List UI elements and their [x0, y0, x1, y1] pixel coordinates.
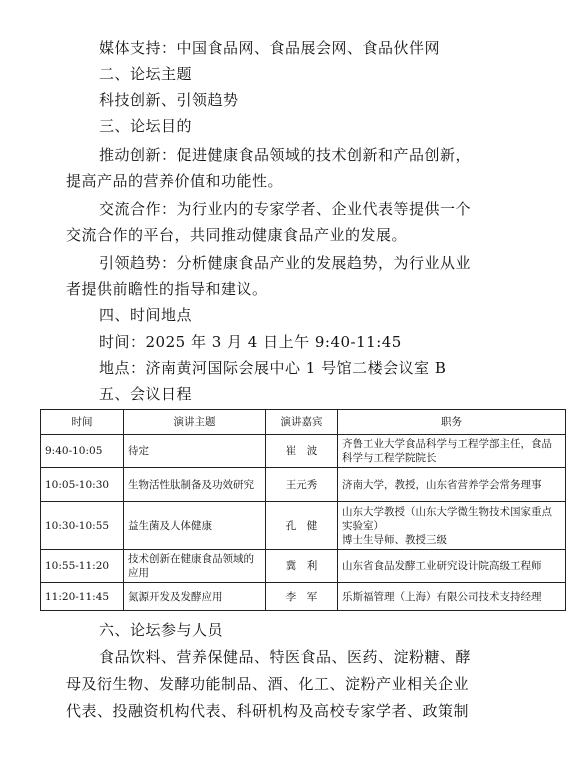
table-row [41, 468, 566, 502]
table-row [41, 502, 566, 550]
header-speaker: 演讲嘉宾 [266, 410, 338, 435]
schedule-header-row [41, 410, 566, 435]
header-topic: 演讲主题 [124, 410, 266, 435]
cell-time: 10:30-10:55 [41, 502, 124, 550]
forum-theme-text: 科技创新、引领趋势 [99, 91, 239, 109]
cell-position: 齐鲁工业大学食品科学与工程学部主任，食品科学与工程学院院长 [338, 435, 566, 468]
participants-paragraph-c: 代表、投融资机构代表、科研机构及高校专家学者、政策制 [66, 702, 470, 720]
cell-time: 10:55-11:20 [41, 550, 124, 583]
cell-speaker: 崔 波 [266, 435, 338, 468]
media-support-line: 媒体支持：中国食品网、食品展会网、食品伙伴网 [99, 39, 441, 57]
cell-position: 山东大学教授（山东大学微生物技术国家重点实验室） 博士生导师、教授三级 [338, 502, 566, 550]
cell-topic: 益生菌及人体健康 [124, 502, 266, 550]
section-heading-purpose: 三、论坛目的 [99, 117, 193, 135]
header-position: 职务 [338, 410, 566, 435]
cell-speaker: 冀 利 [266, 550, 338, 583]
cell-position: 乐斯福管理（上海）有限公司技术支持经理 [338, 583, 566, 611]
cell-topic: 氮源开发及发酵应用 [124, 583, 266, 611]
participants-paragraph-b: 母及衍生物、发酵功能制品、酒、化工、淀粉产业相关企业 [66, 675, 470, 693]
cell-position: 山东省食品发酵工业研究设计院高级工程师 [338, 550, 566, 583]
place-line: 地点：济南黄河国际会展中心 1 号馆二楼会议室 B [99, 359, 447, 377]
purpose-paragraph-3b: 者提供前瞻性的指导和建议。 [66, 280, 268, 298]
purpose-paragraph-3a: 引领趋势：分析健康食品产业的发展趋势，为行业从业 [99, 254, 472, 272]
purpose-paragraph-1b: 提高产品的营养价值和功能性。 [66, 172, 284, 190]
purpose-paragraph-2b: 交流合作的平台，共同推动健康食品产业的发展。 [66, 226, 408, 244]
table-row [41, 550, 566, 583]
table-row [41, 435, 566, 468]
cell-speaker: 李 军 [266, 583, 338, 611]
cell-speaker: 孔 健 [266, 502, 338, 550]
section-heading-theme: 二、论坛主题 [99, 65, 193, 83]
purpose-paragraph-2a: 交流合作：为行业内的专家学者、企业代表等提供一个 [99, 200, 472, 218]
section-heading-participants: 六、论坛参与人员 [99, 621, 224, 639]
cell-time: 9:40-10:05 [41, 435, 124, 468]
section-heading-time-place: 四、时间地点 [99, 306, 193, 324]
cell-topic: 技术创新在健康食品领域的应用 [124, 550, 266, 583]
cell-topic: 待定 [124, 435, 266, 468]
cell-topic: 生物活性肽制备及功效研究 [124, 468, 266, 502]
purpose-paragraph-1a: 推动创新：促进健康食品领域的技术创新和产品创新， [99, 146, 472, 164]
cell-position: 济南大学，教授，山东省营养学会常务理事 [338, 468, 566, 502]
cell-time: 10:05-10:30 [41, 468, 124, 502]
participants-paragraph-a: 食品饮料、营养保健品、特医食品、医药、淀粉糖、酵 [99, 648, 472, 666]
table-row [41, 583, 566, 611]
schedule-table [40, 409, 566, 611]
time-line: 时间：2025 年 3 月 4 日上午 9:40-11:45 [99, 333, 402, 351]
cell-speaker: 王元秀 [266, 468, 338, 502]
section-heading-schedule: 五、会议日程 [99, 385, 193, 403]
header-time: 时间 [41, 410, 124, 435]
cell-time: 11:20-11:45 [41, 583, 124, 611]
